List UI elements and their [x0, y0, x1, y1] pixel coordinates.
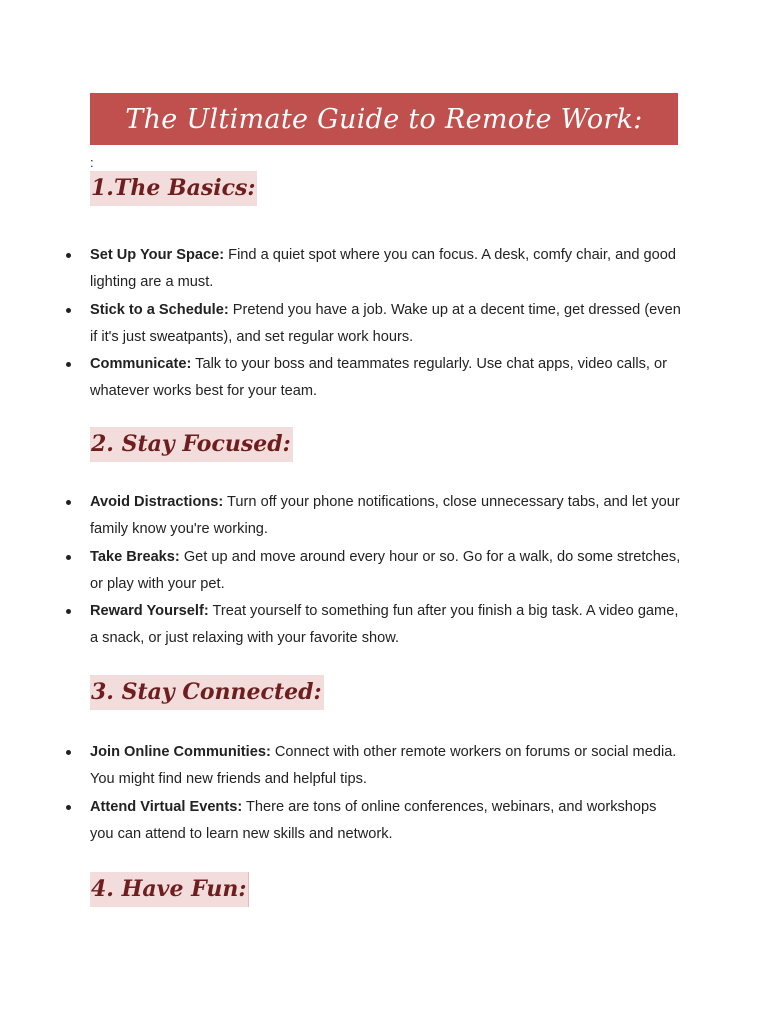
bullet-dot-icon [66, 609, 71, 614]
bullet-list-stay-connected [62, 739, 682, 848]
bullet-text: Connect with other remote workers on forums or social media. You might find new friends and helpful tips. [90, 744, 677, 788]
bullet-dot-icon [66, 805, 71, 810]
section-heading-stay-connected: 3. Stay Connected: [90, 675, 324, 710]
section-heading-stay-focused: 2. Stay Focused: [90, 427, 293, 462]
bullet-label: Stick to a Schedule: [90, 301, 229, 318]
list-item [62, 739, 682, 794]
bullet-label: Set Up Your Space: [90, 247, 225, 263]
bullet-text: There are tons of online conferences, webinars, and workshops you can attend to learn new skills and network. [90, 798, 657, 842]
list-item [62, 489, 682, 544]
bullet-dot-icon [66, 555, 71, 560]
bullet-text: Find a quiet spot where you can focus. A desk, comfy chair, and good lighting are a must. [90, 247, 676, 291]
list-item [62, 297, 682, 352]
list-item [62, 351, 682, 406]
bullet-dot-icon [66, 308, 71, 313]
section-heading-have-fun: 4. Have Fun: [90, 872, 249, 907]
bullet-label: Reward Yourself: [90, 603, 209, 620]
bullet-list-basics [62, 242, 682, 406]
bullet-list-stay-focused [62, 489, 682, 653]
bullet-label: Attend Virtual Events: [90, 798, 243, 815]
list-item [62, 598, 682, 653]
bullet-dot-icon [66, 750, 71, 755]
bullet-dot-icon [66, 362, 71, 367]
stray-colon: : [90, 155, 94, 170]
bullet-dot-icon [66, 500, 71, 505]
list-item [62, 794, 682, 849]
bullet-label: Join Online Communities: [90, 744, 271, 760]
title-banner [90, 93, 678, 145]
section-heading-basics: 1.The Basics: [90, 171, 257, 206]
bullet-text: Talk to your boss and teammates regularly. Use chat apps, video calls, or whatever works best for your team. [90, 356, 667, 400]
bullet-text: Turn off your phone notifications, close unnecessary tabs, and let your family know you're working. [90, 494, 680, 538]
bullet-text: Get up and move around every hour or so. Go for a walk, do some stretches, or play with your pet. [90, 548, 681, 592]
bullet-label: Take Breaks: [90, 548, 180, 565]
bullet-label: Communicate: [90, 356, 192, 373]
bullet-text: Pretend you have a job. Wake up at a decent time, get dressed (even if it's just sweatpants), and set regular work hours. [90, 301, 681, 345]
document-title: The Ultimate Guide to Remote Work: [125, 103, 643, 135]
bullet-label: Avoid Distractions: [90, 494, 224, 510]
bullet-text: Treat yourself to something fun after you finish a big task. A video game, a snack, or just relaxing with your favorite show. [90, 603, 679, 647]
list-item [62, 242, 682, 297]
bullet-dot-icon [66, 253, 71, 258]
list-item [62, 544, 682, 599]
